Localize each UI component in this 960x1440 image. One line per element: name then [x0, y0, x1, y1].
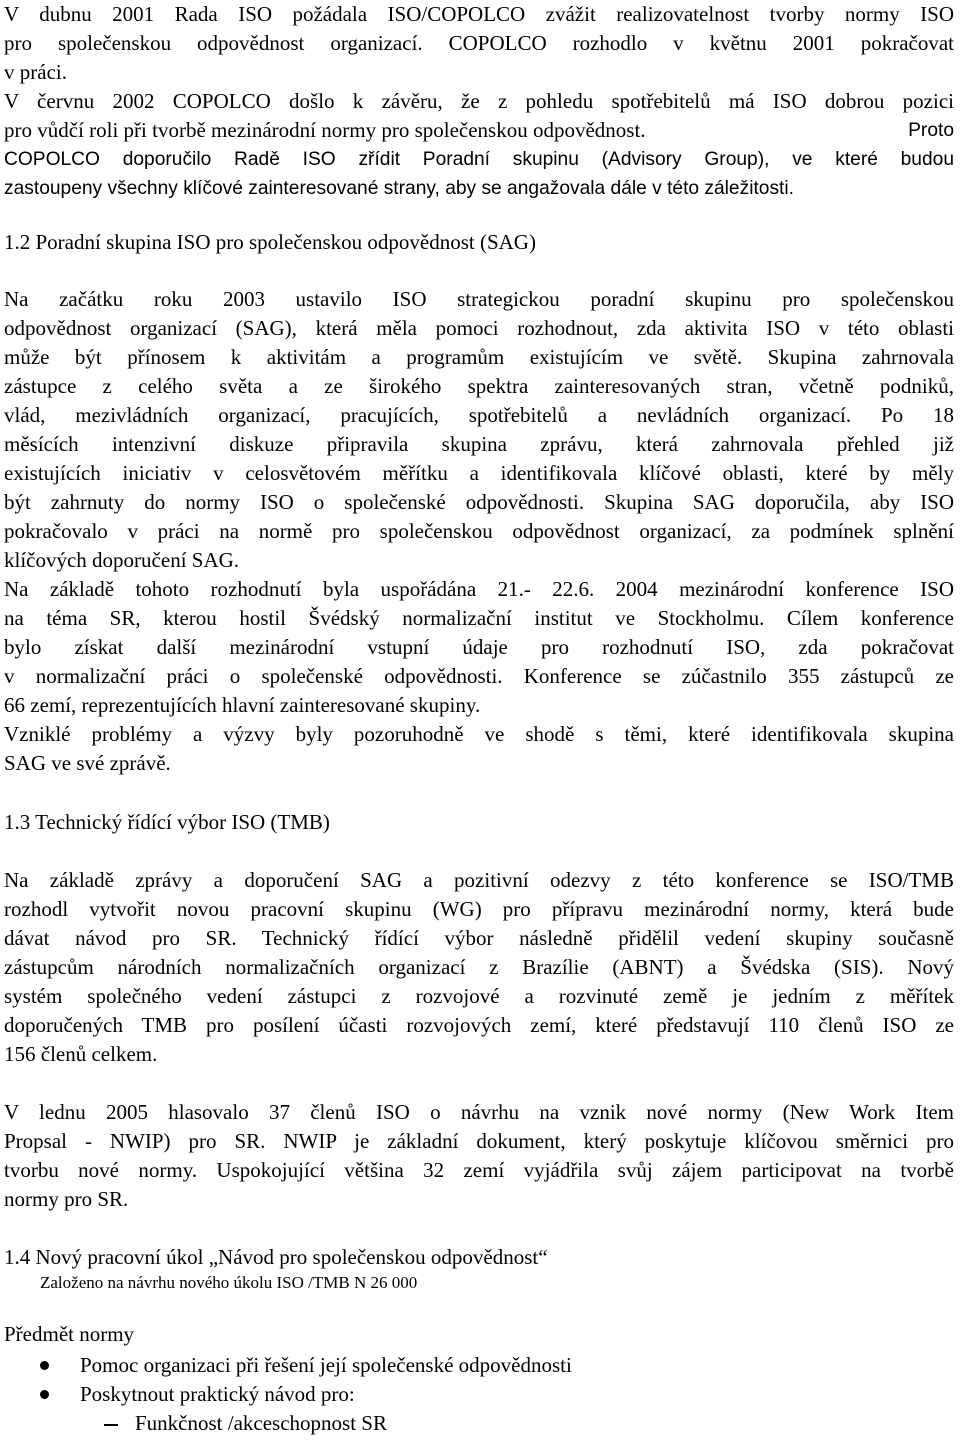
- subject-label: Předmět normy: [4, 1322, 135, 1346]
- paragraph-line: tvorbu nové normy. Uspokojující většina 32 zemí vyjádřila svůj zájem participovat na tvorbě: [4, 1158, 954, 1182]
- paragraph-line: pokračovalo v práci na normě pro společenskou odpovědnost organizací, za podmínek splnění: [4, 519, 954, 543]
- paragraph-line: normy pro SR.: [4, 1187, 129, 1211]
- paragraph-line: Vzniklé problémy a výzvy byly pozoruhodně ve shodě s těmi, které identifikovala skupina: [4, 722, 954, 746]
- sans-line: COPOLCO doporučilo Radě ISO zřídit Poradní skupinu (Advisory Group), ve které budou: [4, 149, 954, 170]
- dash-item: Funkčnost /akceschopnost SR: [135, 1411, 387, 1435]
- paragraph-line: Propsal - NWIP) pro SR. NWIP je základní dokument, který poskytuje klíčovou směrnici pro: [4, 1129, 954, 1153]
- paragraph-line: Na začátku roku 2003 ustavilo ISO strategickou poradní skupinu pro společenskou: [4, 287, 954, 311]
- proto-word: Proto: [908, 120, 954, 141]
- paragraph-line: dávat návod pro SR. Technický řídící výbor následně přidělil vedení skupiny současně: [4, 926, 954, 950]
- bullet-icon: [40, 1390, 49, 1399]
- paragraph-line: SAG ve své zprávě.: [4, 751, 171, 775]
- paragraph-line: odpovědnost organizací (SAG), která měla pomoci rozhodnout, zda aktivita ISO v této oblasti: [4, 316, 954, 340]
- section-subnote: Založeno na návrhu nového úkolu ISO /TMB N 26 000: [40, 1273, 418, 1292]
- paragraph-line: vlád, mezivládních organizací, pracujících, spotřebitelů a nevládních organizací. Po 18: [4, 403, 954, 427]
- paragraph-line: Na základě tohoto rozhodnutí byla uspořádána 21.- 22.6. 2004 mezinárodní konference ISO: [4, 577, 954, 601]
- bullet-item: Pomoc organizaci při řešení její společenské odpovědnosti: [80, 1353, 572, 1377]
- intro-line: v práci.: [4, 60, 67, 84]
- paragraph-line: v normalizační práci o společenské odpovědnosti. Konference se zúčastnilo 355 zástupců ze: [4, 664, 954, 688]
- intro-line: pro vůdčí roli při tvorbě mezinárodní normy pro společenskou odpovědnost.: [4, 118, 646, 142]
- paragraph-line: 156 členů celkem.: [4, 1042, 158, 1066]
- section-heading-1-3: 1.3 Technický řídící výbor ISO (TMB): [4, 810, 330, 834]
- paragraph-line: systém společného vedení zástupci z rozvojové a rozvinuté země je jedním z měřítek: [4, 984, 954, 1008]
- paragraph-line: zástupce z celého světa a ze širokého spektra zainteresovaných stran, včetně podniků,: [4, 374, 954, 398]
- sans-line: zastoupeny všechny klíčové zainteresované strany, aby se angažovala dále v této záležitosti.: [4, 178, 794, 199]
- intro-line: V dubnu 2001 Rada ISO požádala ISO/COPOLCO zvážit realizovatelnost tvorby normy ISO: [4, 2, 954, 26]
- intro-line: pro společenskou odpovědnost organizací. COPOLCO rozhodlo v květnu 2001 pokračovat: [4, 31, 954, 55]
- bullet-item: Poskytnout praktický návod pro:: [80, 1382, 355, 1406]
- paragraph-line: Na základě zprávy a doporučení SAG a pozitivní odezvy z této konference se ISO/TMB: [4, 868, 954, 892]
- paragraph-line: V lednu 2005 hlasovalo 37 členů ISO o návrhu na vznik nové normy (New Work Item: [4, 1100, 954, 1124]
- paragraph-line: 66 zemí, reprezentujících hlavní zainteresované skupiny.: [4, 693, 481, 717]
- dash-icon: [104, 1424, 118, 1426]
- paragraph-line: bylo získat další mezinárodní vstupní údaje pro rozhodnutí ISO, zda pokračovat: [4, 635, 954, 659]
- section-heading-1-4: 1.4 Nový pracovní úkol „Návod pro společenskou odpovědnost“: [4, 1245, 548, 1269]
- paragraph-line: být zahrnuty do normy ISO o společenské odpovědnosti. Skupina SAG doporučila, aby ISO: [4, 490, 954, 514]
- paragraph-line: na téma SR, kterou hostil Švédský normalizační institut ve Stockholmu. Cílem konference: [4, 606, 954, 630]
- intro-line: V červnu 2002 COPOLCO došlo k závěru, že z pohledu spotřebitelů má ISO dobrou pozici: [4, 89, 954, 113]
- intro-line-with-proto: [4, 116, 954, 145]
- paragraph-line: doporučených TMB pro posílení účasti rozvojových zemí, které představují 110 členů ISO ze: [4, 1013, 954, 1037]
- paragraph-line: rozhodl vytvořit novou pracovní skupinu (WG) pro přípravu mezinárodní normy, která bude: [4, 897, 954, 921]
- paragraph-line: existujících iniciativ v celosvětovém měřítku a identifikovala klíčové oblasti, které by měly: [4, 461, 954, 485]
- bullet-icon: [40, 1361, 49, 1370]
- paragraph-line: zástupcům národních normalizačních organizací z Brazílie (ABNT) a Švédska (SIS). Nový: [4, 955, 954, 979]
- paragraph-line: měsících intenzivní diskuze připravila skupina zprávu, která zahrnovala přehled již: [4, 432, 954, 456]
- paragraph-line: klíčových doporučení SAG.: [4, 548, 240, 572]
- section-heading-1-2: 1.2 Poradní skupina ISO pro společenskou odpovědnost (SAG): [4, 230, 536, 254]
- paragraph-line: může být přínosem k aktivitám a programům existujícím ve světě. Skupina zahrnovala: [4, 345, 954, 369]
